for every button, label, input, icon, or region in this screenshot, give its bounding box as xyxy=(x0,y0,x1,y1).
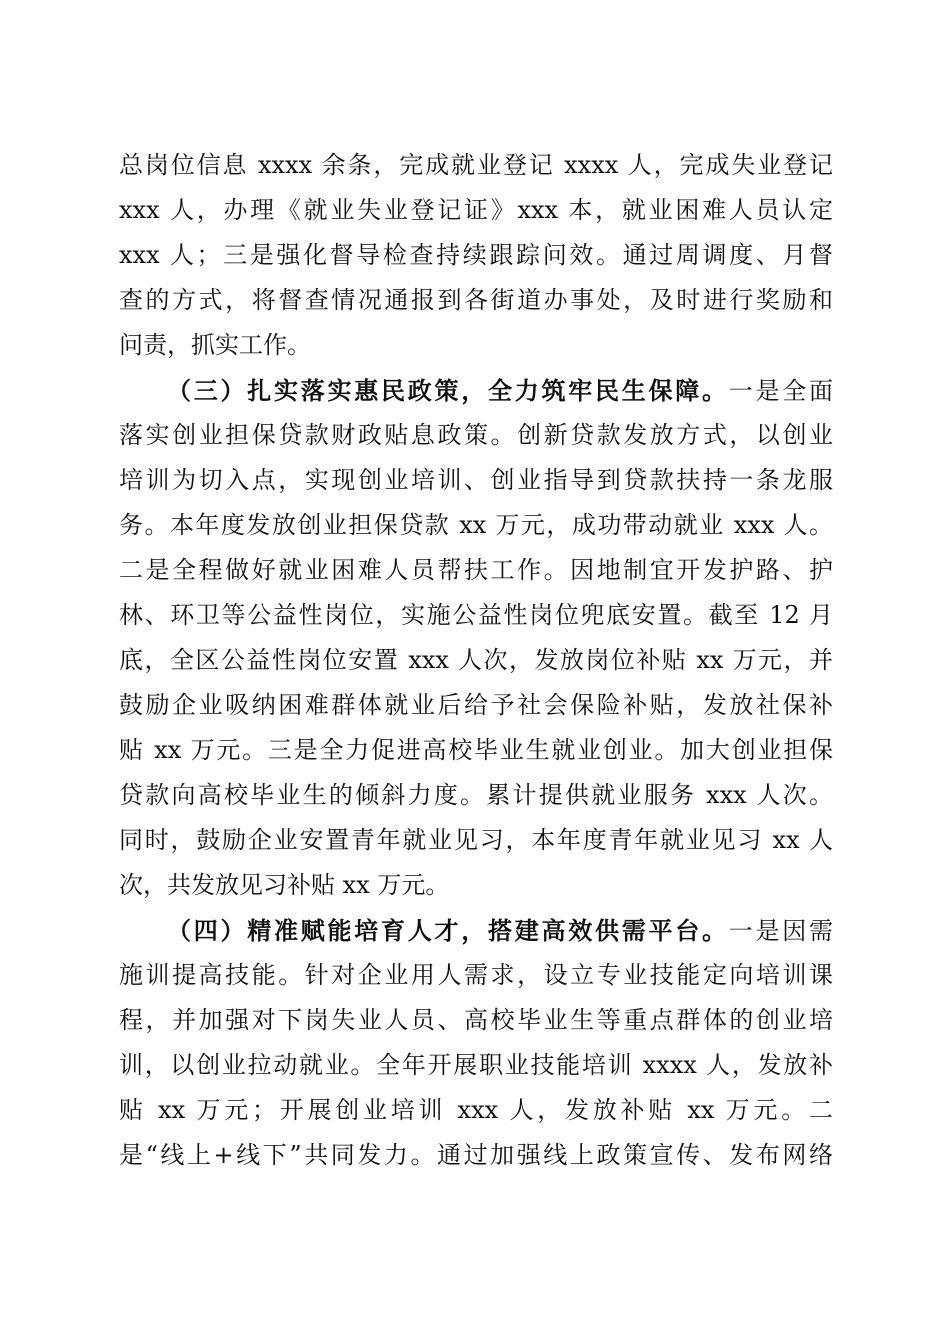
text-line: 贴 xx 万元；开展创业培训 xxx 人，发放补贴 xx 万元。二 xyxy=(119,1096,833,1124)
text-line: 问责，抓实工作。 xyxy=(119,331,311,359)
text-line: 培训为切入点，实现创业培训、创业指导到贷款扶持一条龙服 xyxy=(119,466,833,494)
section-heading-3: （三）扎实落实惠民政策，全力筑牢民生保障。 xyxy=(167,376,729,405)
text-line: 施训提高技能。针对企业用人需求，设立专业技能定向培训课 xyxy=(119,961,833,989)
text-line: xxx 人，办理《就业失业登记证》xxx 本，就业困难人员认定 xyxy=(119,196,833,224)
paragraph-first-line xyxy=(119,368,833,413)
text-line: 同时，鼓励企业安置青年就业见习，本年度青年就业见习 xx 人 xyxy=(119,826,833,854)
paragraph-2 xyxy=(119,368,833,908)
text-line: 贷款向高校毕业生的倾斜力度。累计提供就业服务 xxx 人次。 xyxy=(119,781,833,809)
text-line: 二是全程做好就业困难人员帮扶工作。因地制宜开发护路、护 xyxy=(119,556,833,584)
body-text xyxy=(119,143,833,1178)
text-line: 总岗位信息 xxxx 余条，完成就业登记 xxxx 人，完成失业登记 xyxy=(119,151,833,179)
paragraph-1 xyxy=(119,143,833,368)
text-line: 程，并加强对下岗失业人员、高校毕业生等重点群体的创业培 xyxy=(119,1006,833,1034)
text-line: 林、环卫等公益性岗位，实施公益性岗位兜底安置。截至 12 月 xyxy=(119,601,833,629)
text-line: 次，共发放见习补贴 xx 万元。 xyxy=(119,871,450,899)
section-heading-4: （四）精准赋能培育人才，搭建高效供需平台。 xyxy=(167,916,729,945)
text-line: 训，以创业拉动就业。全年开展职业技能培训 xxxx 人，发放补 xyxy=(119,1051,833,1079)
text-line: 贴 xx 万元。三是全力促进高校毕业生就业创业。加大创业担保 xyxy=(119,736,833,764)
text-line: 是“线上+线下”共同发力。通过加强线上政策宣传、发布网络 xyxy=(119,1141,833,1169)
text-line: xxx 人；三是强化督导检查持续跟踪问效。通过周调度、月督 xyxy=(119,241,833,269)
paragraph-first-line xyxy=(119,908,833,953)
heading-line-rest: 一是因需 xyxy=(728,917,833,945)
heading-line-rest: 一是全面 xyxy=(728,377,833,405)
text-line: 鼓励企业吸纳困难群体就业后给予社会保险补贴，发放社保补 xyxy=(119,691,833,719)
text-line: 底，全区公益性岗位安置 xxx 人次，发放岗位补贴 xx 万元，并 xyxy=(119,646,833,674)
text-line: 查的方式，将督查情况通报到各街道办事处，及时进行奖励和 xyxy=(119,286,833,314)
paragraph-3 xyxy=(119,908,833,1178)
text-line: 务。本年度发放创业担保贷款 xx 万元，成功带动就业 xxx 人。 xyxy=(119,511,833,539)
text-line: 落实创业担保贷款财政贴息政策。创新贷款发放方式，以创业 xyxy=(119,421,833,449)
